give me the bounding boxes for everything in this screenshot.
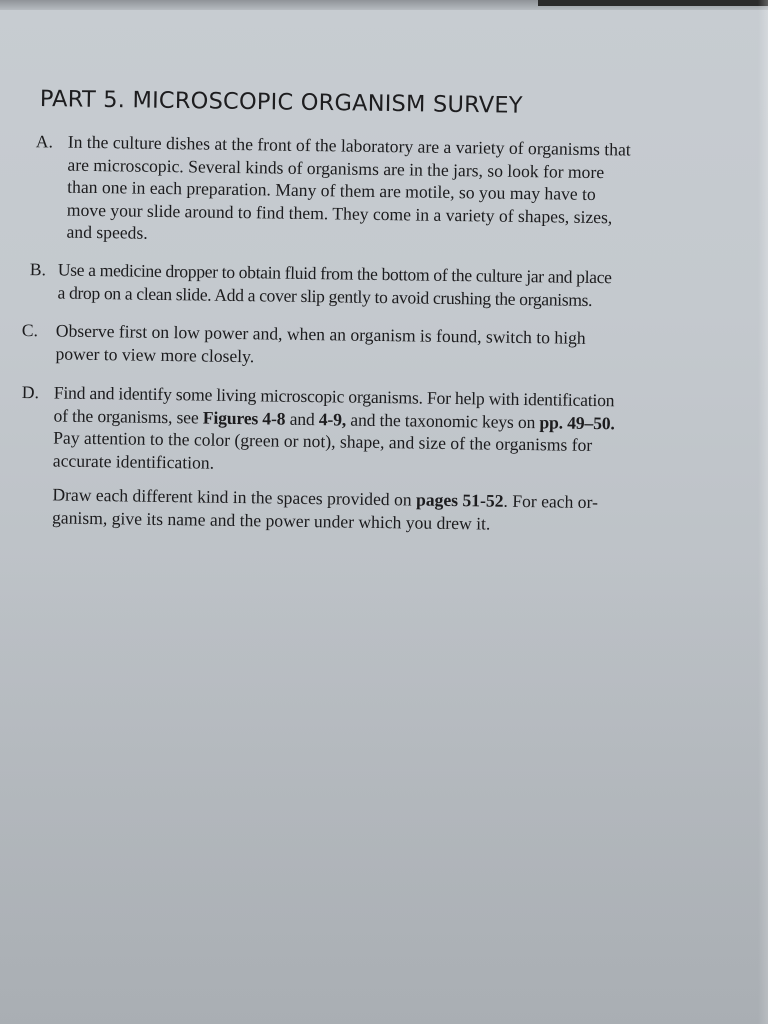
text-line: and speeds. [66, 221, 148, 243]
text-line: a drop on a clean slide. Add a cover slip gently to avoid crushing the organisms. [57, 282, 593, 310]
section-a-body [66, 131, 718, 253]
section-d [20, 381, 722, 538]
text-line: move your slide around to find them. They come in a variety of shapes, sizes, [66, 199, 613, 227]
section-c-body [55, 319, 706, 373]
page-title: PART 5. MICROSCOPIC ORGANISM SURVEY [39, 86, 523, 119]
text-line: Pay attention to the color (green or not), shape, and size of the organisms for [53, 427, 593, 455]
text-line: accurate identification. [52, 449, 215, 473]
text-line: Find and identify some living microscopic organisms. For help with identification [53, 382, 615, 411]
text-run: . For each or- [503, 490, 599, 513]
page-reference: pages 51-52 [415, 489, 504, 511]
text-run: Draw each different kind in the spaces provided on [52, 484, 417, 510]
text-line: Use a medicine dropper to obtain fluid from the bottom of the culture jar and place [57, 259, 612, 288]
text-line: In the culture dishes at the front of the laboratory are a variety of organisms that [67, 131, 631, 160]
text-run: and [285, 408, 320, 429]
page-shadow [0, 560, 768, 1024]
section-b [21, 258, 722, 313]
figure-reference: Figures 4-8 [202, 407, 286, 429]
text-line: are microscopic. Several kinds of organisms are in the jars, so look for more [67, 154, 605, 182]
text-line: than one in each preparation. Many of them are motile, so you may have to [67, 176, 596, 205]
text-line: Observe first on low power and, when an organism is found, switch to high [55, 320, 586, 348]
section-d-body [52, 381, 704, 537]
section-letter: A. [35, 131, 54, 152]
section-c [21, 319, 722, 374]
section-letter: D. [21, 381, 40, 403]
section-b-body [57, 259, 708, 313]
text-run: of the organisms, see [53, 404, 203, 428]
section-letter: C. [21, 319, 39, 341]
text-line: power to view more closely. [55, 342, 255, 366]
text-line: ganism, give its name and the power under which you drew it. [51, 506, 491, 534]
page-reference: pp. 49–50. [539, 411, 615, 433]
section-letter: B. [29, 259, 47, 280]
section-a [20, 130, 722, 252]
figure-reference: 4-9, [318, 408, 347, 430]
text-run: and the taxonomic keys on [345, 409, 540, 432]
background-edge [538, 0, 768, 6]
